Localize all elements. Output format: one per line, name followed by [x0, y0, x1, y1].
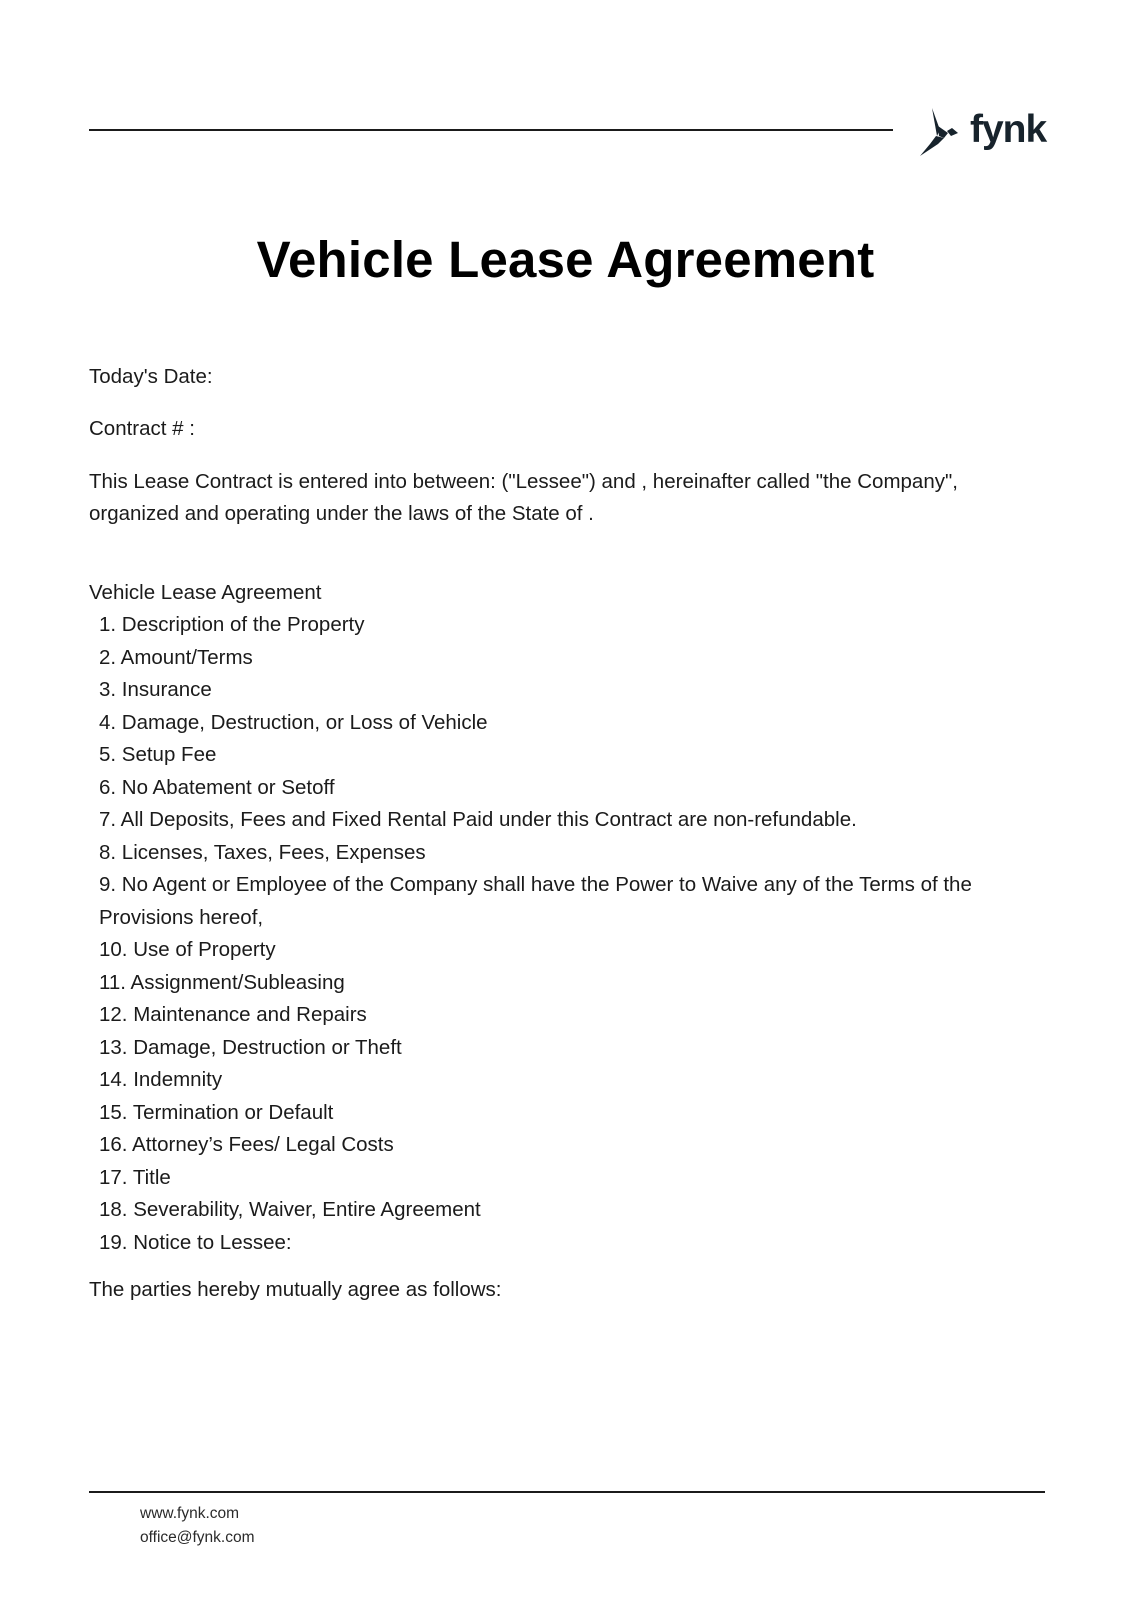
- document-title: Vehicle Lease Agreement: [256, 231, 875, 288]
- toc-item: 2. Amount/Terms: [99, 645, 253, 669]
- toc-item: 4. Damage, Destruction, or Loss of Vehicle: [99, 710, 488, 734]
- toc-item: 7. All Deposits, Fees and Fixed Rental Paid under this Contract are non-refundable.: [99, 808, 857, 831]
- toc-item: 19. Notice to Lessee:: [99, 1230, 292, 1254]
- contract-number-label: Contract # :: [89, 417, 195, 440]
- toc-item: 11. Assignment/Subleasing: [99, 970, 345, 994]
- toc-item: 10. Use of Property: [99, 938, 276, 961]
- toc-item: 1. Description of the Property: [99, 613, 365, 636]
- toc-item: 5. Setup Fee: [99, 743, 217, 766]
- toc-item: 15. Termination or Default: [99, 1100, 334, 1124]
- footer-divider: [89, 1491, 1045, 1493]
- brand-name: fynk: [970, 108, 1047, 151]
- brand-logo: [918, 104, 1046, 160]
- toc-item: 6. No Abatement or Setoff: [99, 775, 335, 799]
- date-field-label: Today's Date:: [89, 365, 213, 388]
- toc-item: 14. Indemnity: [99, 1068, 223, 1091]
- closing-statement: The parties hereby mutually agree as follows:: [89, 1278, 502, 1301]
- toc-item: 8. Licenses, Taxes, Fees, Expenses: [99, 840, 426, 864]
- bird-logo-icon: [918, 106, 964, 158]
- toc-item: 13. Damage, Destruction or Theft: [99, 1035, 402, 1059]
- toc-item: 9. No Agent or Employee of the Company shall have the Power to Waive any of the Terms of the Provisions hereof,: [99, 873, 972, 929]
- intro-paragraph: This Lease Contract is entered into between: ("Lessee") and , hereinafter called "the Company", organized and operating under the laws of the State of .: [89, 470, 958, 525]
- footer-email-link[interactable]: office@fynk.com: [140, 1529, 255, 1546]
- toc-item: 12. Maintenance and Repairs: [99, 1003, 367, 1026]
- toc-item: 3. Insurance: [99, 678, 212, 701]
- header-divider: [89, 129, 893, 131]
- toc-item: 16. Attorney’s Fees/ Legal Costs: [99, 1133, 394, 1156]
- footer-website-link[interactable]: www.fynk.com: [140, 1505, 240, 1522]
- toc-item: 18. Severability, Waiver, Entire Agreement: [99, 1198, 481, 1221]
- toc-heading: Vehicle Lease Agreement: [89, 581, 322, 604]
- toc-item: 17. Title: [99, 1165, 171, 1189]
- toc-list: [99, 609, 1049, 1259]
